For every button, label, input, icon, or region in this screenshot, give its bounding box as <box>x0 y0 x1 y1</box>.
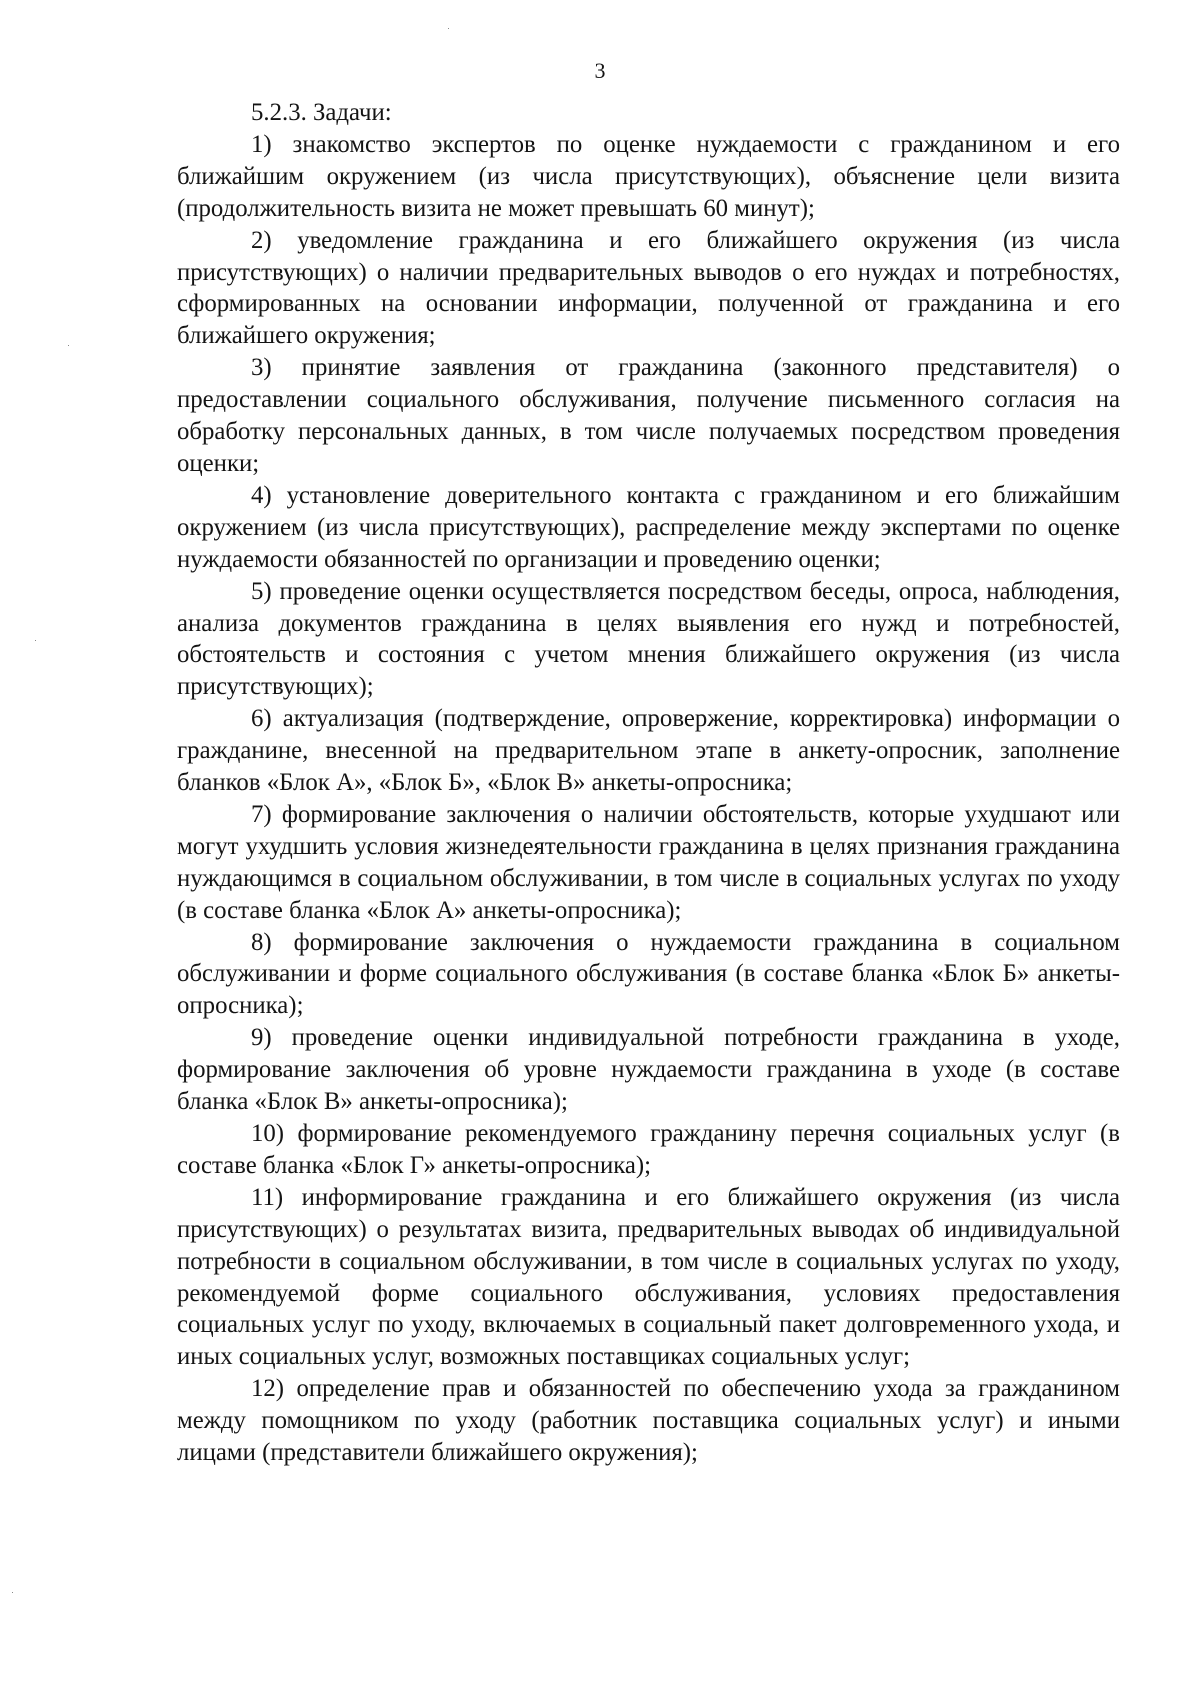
task-item-9: 9) проведение оценки индивидуальной потребности гражданина в уходе, формирование заключения об уровне нуждаемости гражданина в уходе (в составе бланка «Блок В» анкеты-опросника); <box>177 1024 1120 1116</box>
task-item-6: 6) актуализация (подтверждение, опровержение, корректировка) информации о гражданине, внесенной на предварительном этапе в анкету-опросник, заполнение бланков «Блок А», «Блок Б», «Блок В» анкеты-опросника; <box>177 705 1120 797</box>
task-item-1: 1) знакомство экспертов по оценке нуждаемости с гражданином и его ближайшим окружением (из числа присутствующих), объяснение цели визита (продолжительность визита не может превышать 60 минут); <box>177 130 1120 222</box>
task-item-11: 11) информирование гражданина и его ближайшего окружения (из числа присутствующих) о результатах визита, предварительных выводах об индивидуальной потребности в социальном обслуживании, в том числе в социальных услугах по уходу, рекомендуемой форме социального обслуживания, условиях предоставления социальных услуг по уходу, включаемых в социальный пакет долговременного ухода, и иных социальных услуг, возможных поставщиках социальных услуг; <box>177 1183 1120 1371</box>
task-item-2: 2) уведомление гражданина и его ближайшего окружения (из числа присутствующих) о наличии предварительных выводов о его нуждах и потребностях, сформированных на основании информации, полученной от гражданина и его ближайшего окружения; <box>177 226 1120 350</box>
task-item-10: 10) формирование рекомендуемого гражданину перечня социальных услуг (в составе бланка «Блок Г» анкеты-опросника); <box>177 1120 1120 1179</box>
scan-speck <box>35 640 36 641</box>
task-item-4: 4) установление доверительного контакта с гражданином и его ближайшим окружением (из числа присутствующих), распределение между экспертами по оценке нуждаемости обязанностей по организации и проведению оценки; <box>177 481 1120 573</box>
scan-speck <box>448 28 449 29</box>
page-number: 3 <box>594 58 606 83</box>
task-item-12: 12) определение прав и обязанностей по обеспечению ухода за гражданином между помощником по уходу (работник поставщика социальных услуг) и иными лицами (представители ближайшего окружения); <box>177 1375 1120 1467</box>
task-item-7: 7) формирование заключения о наличии обстоятельств, которые ухудшают или могут ухудшить условия жизнедеятельности гражданина в целях признания гражданина нуждающимся в социальном обслуживании, в том числе в социальных услугах по уходу (в составе бланка «Блок А» анкеты-опросника); <box>177 800 1120 924</box>
document-body <box>177 97 1120 1469</box>
section-heading: 5.2.3. Задачи: <box>251 99 392 126</box>
task-item-8: 8) формирование заключения о нуждаемости гражданина в социальном обслуживании и форме социального обслуживания (в составе бланка «Блок Б» анкеты-опросника); <box>177 928 1120 1020</box>
task-item-5: 5) проведение оценки осуществляется посредством беседы, опроса, наблюдения, анализа документов гражданина в целях выявления его нужд и потребностей, обстоятельств и состояния с учетом мнения ближайшего окружения (из числа присутствующих); <box>177 577 1120 701</box>
task-item-3: 3) принятие заявления от гражданина (законного представителя) о предоставлении социального обслуживания, получение письменного согласия на обработку персональных данных, в том числе получаемых посредством проведения оценки; <box>177 354 1120 477</box>
scan-speck <box>12 1592 13 1593</box>
scan-speck <box>68 345 69 346</box>
